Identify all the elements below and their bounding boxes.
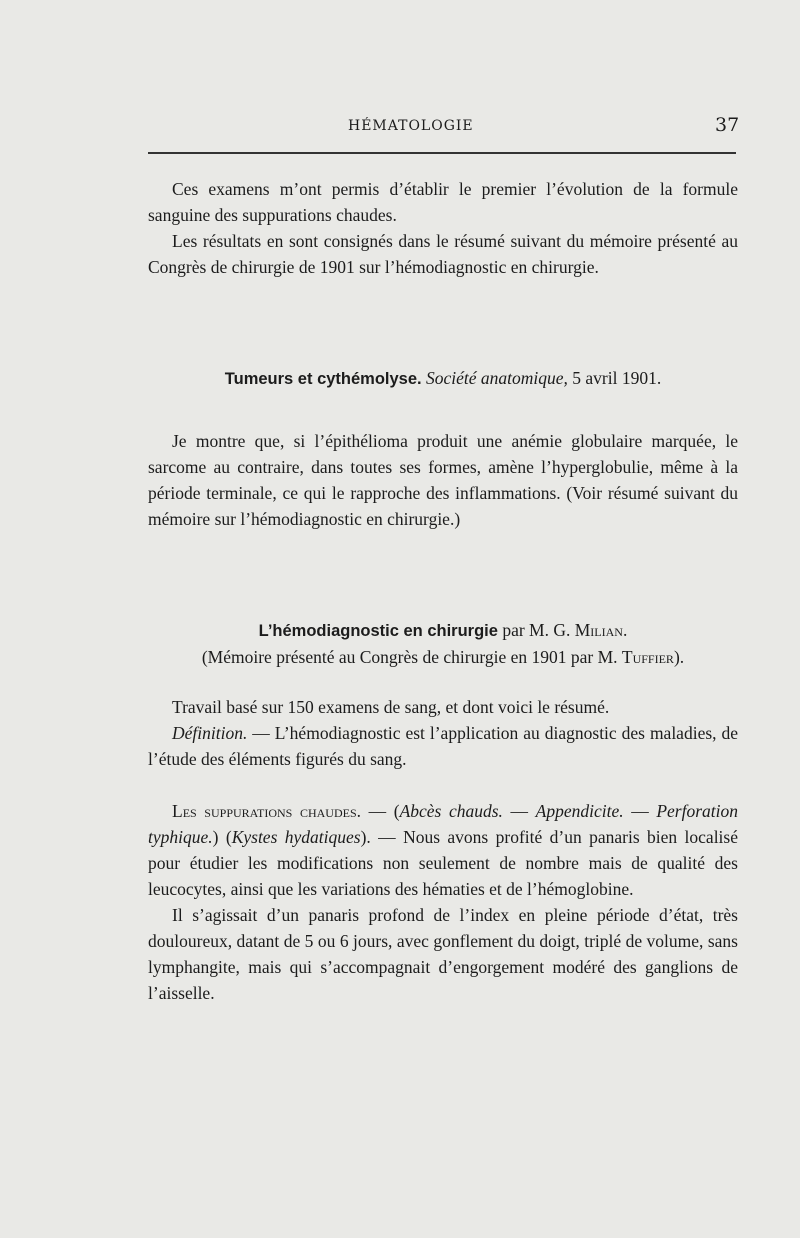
- section-subtitle: [148, 644, 738, 670]
- dash: —: [502, 801, 536, 821]
- suppurations-label: Les suppurations chaudes.: [172, 801, 361, 821]
- section-by: par M. G.: [502, 620, 571, 640]
- subtitle-start: (Mémoire présenté au Congrès de chirurgie en 1901 par M.: [201, 647, 618, 667]
- section-hemodiagnostic: [148, 617, 738, 670]
- travail-paragraph: Travail basé sur 150 examens de sang, et dont voici le résumé.: [172, 697, 610, 717]
- kystes-term: Kystes hydatiques: [231, 827, 361, 847]
- running-header: HÉMATOLOGIE: [348, 118, 474, 134]
- subtitle-author: Tuffier: [621, 647, 674, 667]
- header-rule: [148, 152, 736, 154]
- section-title-2: L’hémodiagnostic en chirurgie: [258, 622, 498, 640]
- dash: — (: [361, 801, 400, 821]
- subtitle-end: ).: [673, 647, 685, 667]
- section-heading-2: [148, 617, 738, 644]
- definition-paragraph: [148, 720, 738, 772]
- appendicite-term: Appendicite.: [535, 801, 624, 821]
- abces-term: Abcès chauds.: [399, 801, 503, 821]
- intro-paragraph-1: Ces examens m’ont permis d’établir le premier l’évolution de la formule sanguine des suppurations chaudes.: [148, 179, 738, 225]
- perforation-term: Perforation typhique.: [148, 801, 739, 847]
- section-heading: [148, 365, 738, 392]
- suppurations-text: ). — Nous avons profité d’un panaris bien localisé pour étudier les modifications non seulement de nombre mais de qualité des leucocytes, ainsi que les variations des hématies et de l’hémoglobine.: [148, 827, 738, 899]
- hemodiagnostic-body: [148, 694, 738, 772]
- panaris-paragraph: Il s’agissait d’un panaris profond de l’index en pleine période d’état, très douloureux, datant de 5 ou 6 jours, avec gonflement du doigt, triplé de volume, sans lymphangite, mais qui s’accompagnait d’engorgement modéré des ganglions de l’aisselle.: [148, 905, 738, 1003]
- page-number: 37: [715, 114, 740, 136]
- section-source: Société anatomique,: [426, 368, 568, 388]
- paren: ) (: [212, 827, 232, 847]
- intro-paragraph-2: Les résultats en sont consignés dans le résumé suivant du mémoire présenté au Congrès de chirurgie de 1901 sur l’hémodiagnostic en chirurgie.: [148, 231, 738, 277]
- section-title: Tumeurs et cythémolyse.: [224, 370, 422, 388]
- intro-text: [148, 176, 738, 280]
- definition-label: Définition.: [172, 723, 248, 743]
- section-date: 5 avril 1901.: [572, 368, 662, 388]
- suppurations-paragraph: [148, 798, 738, 902]
- section-author: Milian.: [574, 620, 628, 640]
- dash: —: [623, 801, 657, 821]
- section-tumeurs: [148, 365, 738, 392]
- section-suppurations: [148, 798, 738, 1006]
- tumeurs-paragraph: Je montre que, si l’épithélioma produit une anémie globulaire marquée, le sarcome au contraire, dans toutes ses formes, amène l’hyperglobulie, même à la période terminale, ce qui le rapproche des inflammations. (Voir résumé suivant du mémoire sur l’hémodiagnostic en chirurgie.): [148, 431, 738, 529]
- definition-text: — L’hémodiagnostic est l’application au diagnostic des maladies, de l’étude des éléments figurés du sang.: [148, 723, 738, 769]
- section-tumeurs-body: [148, 428, 738, 532]
